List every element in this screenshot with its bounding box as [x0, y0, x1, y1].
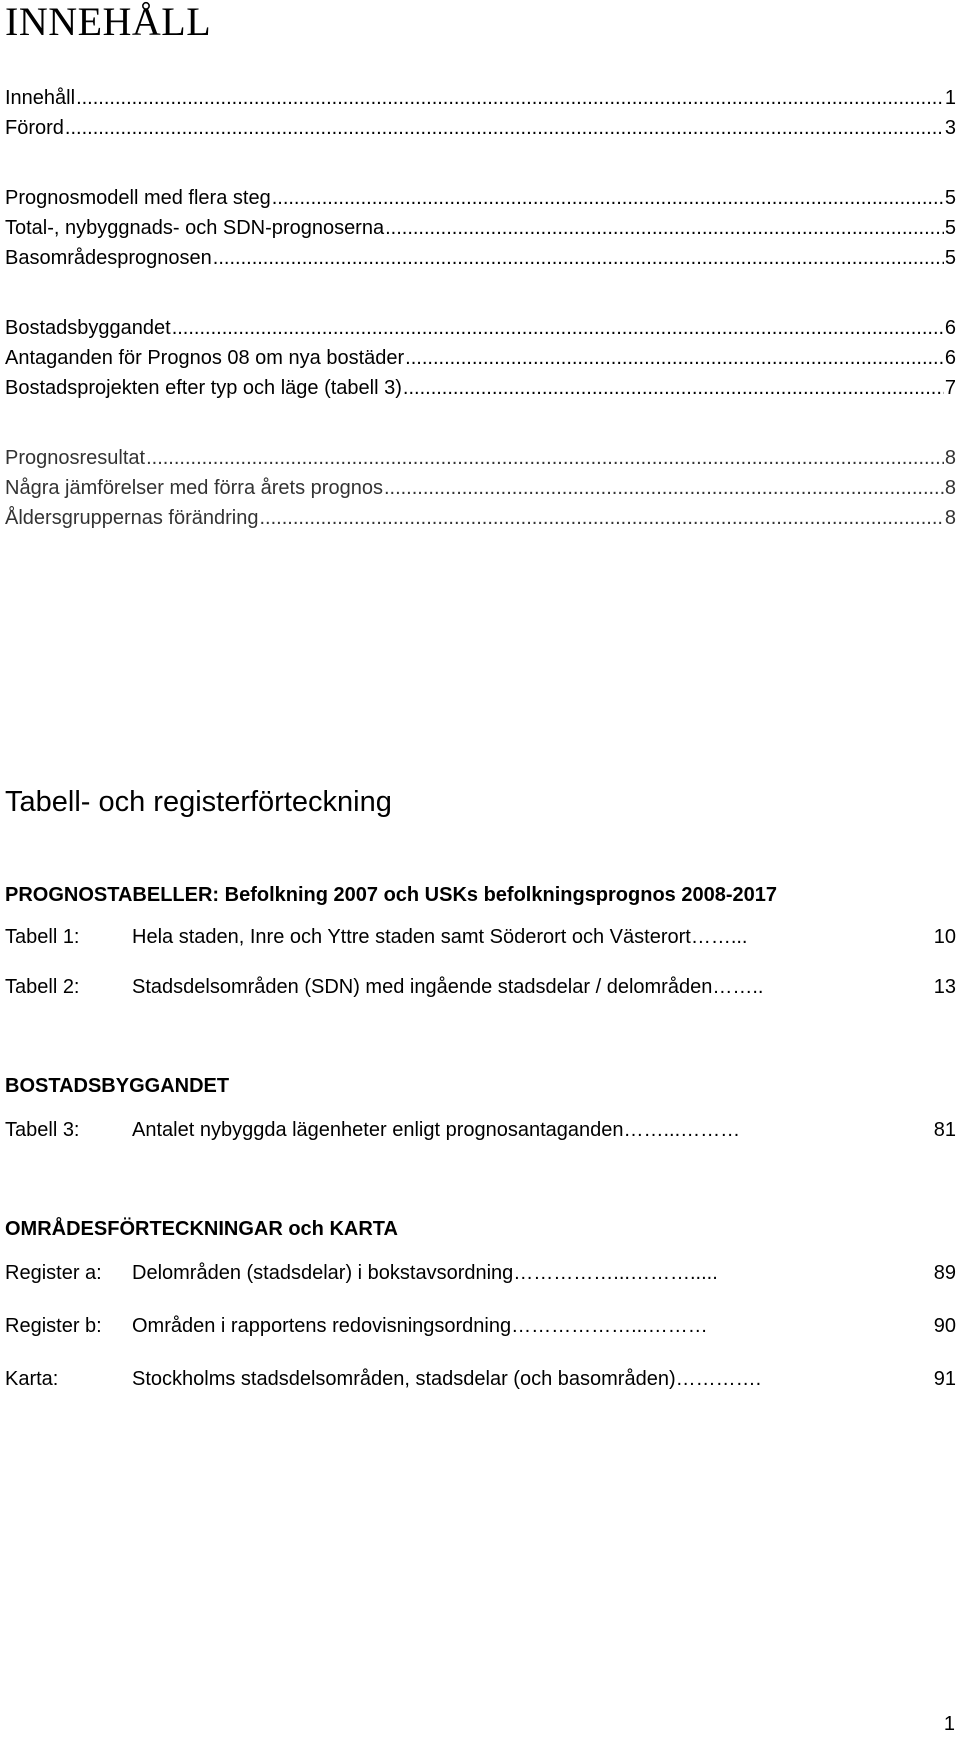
toc-entry-label: Bostadsprojekten efter typ och läge (tabell 3) [5, 377, 402, 399]
toc-entry-aldersgrupper[interactable] [5, 506, 956, 530]
register-entry-key: Register a: [5, 1262, 102, 1284]
omraden-heading: OMRÅDESFÖRTECKNINGAR och KARTA [5, 1218, 398, 1240]
dot-leader [213, 246, 944, 270]
table-entry-key: Tabell 3: [5, 1119, 80, 1141]
table-entry-text: Antalet nybyggda lägenheter enligt prognosantaganden……...……… [132, 1119, 741, 1141]
map-entry-page: 91 [933, 1368, 956, 1390]
toc-entry-page: 5 [944, 247, 956, 269]
table-entry-page: 81 [933, 1119, 956, 1141]
toc-entry-prognosmodell[interactable] [5, 186, 956, 210]
dot-leader [146, 446, 944, 470]
toc-entry-page: 8 [944, 447, 956, 469]
toc-entry-label: Total-, nybyggnads- och SDN-prognoserna [5, 217, 385, 239]
dot-leader [405, 346, 944, 370]
table-entry-key: Tabell 1: [5, 926, 80, 948]
toc-entry-label: Förord [5, 117, 64, 139]
toc-entry-label: Prognosresultat [5, 447, 146, 469]
prognostabeller-heading: PROGNOSTABELLER: Befolkning 2007 och USKs befolkningsprognos 2008-2017 [5, 884, 778, 906]
toc-entry-innehall[interactable] [5, 86, 956, 110]
dot-leader [384, 476, 944, 500]
table-entry-key: Tabell 2: [5, 976, 80, 998]
dot-leader [260, 506, 944, 530]
register-entry-text: Delområden (stadsdelar) i bokstavsordning……………...………..... [132, 1262, 718, 1284]
toc-entry-antaganden[interactable] [5, 346, 956, 370]
toc-entry-forord[interactable] [5, 116, 956, 140]
toc-entry-label: Bostadsbyggandet [5, 317, 171, 339]
toc-entry-jamforelser[interactable] [5, 476, 956, 500]
toc-entry-page: 5 [944, 217, 956, 239]
toc-entry-bostadsbyggandet[interactable] [5, 316, 956, 340]
toc-entry-page: 1 [944, 87, 956, 109]
toc-entry-page: 7 [944, 377, 956, 399]
dot-leader [172, 316, 944, 340]
table-entry-text: Hela staden, Inre och Yttre staden samt Söderort och Västerort……... [132, 926, 748, 948]
toc-entry-label: Några jämförelser med förra årets prognos [5, 477, 383, 499]
toc-entry-label: Innehåll [5, 87, 76, 109]
toc-entry-label: Prognosmodell med flera steg [5, 187, 271, 209]
toc-entry-page: 5 [944, 187, 956, 209]
dot-leader [65, 116, 944, 140]
section-title: Tabell- och registerförteckning [5, 786, 392, 818]
bostadsbyggandet-heading: BOSTADSBYGGANDET [5, 1075, 230, 1097]
toc-entry-basomrade[interactable] [5, 246, 956, 270]
table-entry-page: 10 [933, 926, 956, 948]
toc-entry-label: Basområdesprognosen [5, 247, 212, 269]
dot-leader [385, 216, 944, 240]
register-entry-text: Områden i rapportens redovisningsordning………………...……… [132, 1315, 708, 1337]
toc-entry-label: Antaganden för Prognos 08 om nya bostäder [5, 347, 405, 369]
toc-entry-page: 3 [944, 117, 956, 139]
page-number: 1 [943, 1713, 955, 1735]
toc-entry-bostadsprojekten[interactable] [5, 376, 956, 400]
page-title: INNEHÅLL [5, 0, 212, 44]
toc-entry-label: Åldersgruppernas förändring [5, 507, 259, 529]
table-entry-text: Stadsdelsområden (SDN) med ingående stadsdelar / delområden…….. [132, 976, 764, 998]
dot-leader [403, 376, 944, 400]
toc-entry-page: 6 [944, 317, 956, 339]
toc-entry-page: 6 [944, 347, 956, 369]
toc-entry-total[interactable] [5, 216, 956, 240]
map-entry-text: Stockholms stadsdelsområden, stadsdelar (och basområden)…………. [132, 1368, 762, 1390]
map-entry-key: Karta: [5, 1368, 59, 1390]
register-entry-key: Register b: [5, 1315, 102, 1337]
register-entry-page: 89 [933, 1262, 956, 1284]
dot-leader [272, 186, 944, 210]
toc-entry-prognosresultat[interactable] [5, 446, 956, 470]
dot-leader [76, 86, 944, 110]
toc-entry-page: 8 [944, 507, 956, 529]
table-entry-page: 13 [933, 976, 956, 998]
toc-entry-page: 8 [944, 477, 956, 499]
register-entry-page: 90 [933, 1315, 956, 1337]
